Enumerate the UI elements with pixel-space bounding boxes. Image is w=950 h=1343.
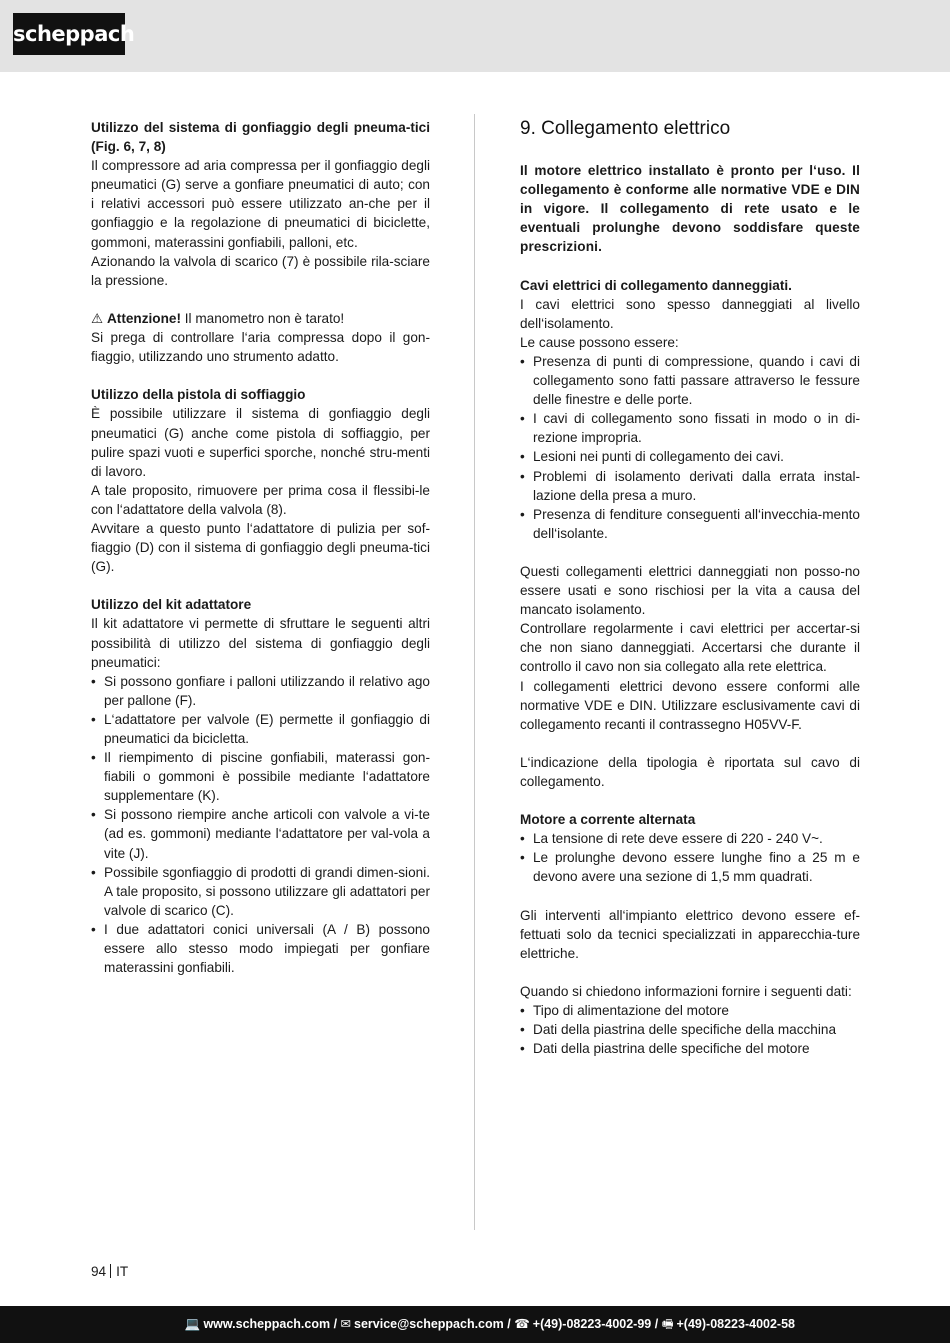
phone-number: +(49)-08223-4002-99 [532, 1317, 652, 1331]
phone-icon: ☎ [514, 1317, 530, 1331]
list-item: • Il riempimento di piscine gonfiabili, materassi gon-fiabili o gommoni è possibile mediante l‘adattatore supplementare (K). [91, 748, 430, 805]
brand-logo: scheppach [13, 13, 125, 55]
list-item: • Dati della piastrina delle specifiche del motore [520, 1039, 860, 1058]
paragraph: I cavi elettrici sono spesso danneggiati al livello dell‘isolamento. [520, 296, 860, 331]
column-divider [474, 114, 475, 1230]
fax-number: +(49)-08223-4002-58 [676, 1317, 795, 1331]
ac-motor-list [520, 829, 860, 886]
paragraph: I collegamenti elettrici devono essere conformi alle normative VDE e DIN. Utilizzare esclusivamente cavi di collegamento recanti il contrassegno H05VV-F. [520, 678, 860, 732]
list-item: • Possibile sgonfiaggio di prodotti di grandi dimen-sioni. A tale proposito, si possono utilizzare gli adattatori per valvole di scarico (C). [91, 863, 430, 920]
list-item: • Si possono gonfiare i palloni utilizzando il relativo ago per pallone (F). [91, 672, 430, 710]
language-code: IT [116, 1264, 129, 1279]
list-item: • Dati della piastrina delle specifiche della macchina [520, 1020, 860, 1039]
list-item: • Presenza di punti di compressione, quando i cavi di collegamento sono fatti passare attraverso le fessure delle finestre e delle porte. [520, 352, 860, 409]
list-item: • Presenza di fenditure conseguenti all‘invecchia-mento dell‘isolante. [520, 505, 860, 543]
paragraph: È possibile utilizzare il sistema di gonfiaggio degli pneumatici (G) anche come pistola di soffiaggio, per pulire spazi vuoti e superfici sporche, nonché stru-menti di lavoro. [91, 406, 430, 479]
list-item: • Lesioni nei punti di collegamento dei cavi. [520, 447, 860, 466]
contact-bar [0, 1306, 950, 1343]
page-number: 94 [91, 1264, 107, 1279]
fax-icon: 🖷 [661, 1317, 674, 1331]
paragraph: Quando si chiedono informazioni fornire i seguenti dati: [520, 984, 852, 1000]
list-item: • I due adattatori conici universali (A / B) possono essere allo stesso modo impiegati per gonfiare materassini gonfiabili. [91, 920, 430, 977]
paragraph: Azionando la valvola di scarico (7) è possibile rila-sciare la pressione. [91, 253, 430, 288]
list-item: • L‘adattatore per valvole (E) permette il gonfiaggio di pneumatici da bicicletta. [91, 710, 430, 748]
left-column [91, 118, 430, 977]
paragraph: Il kit adattatore vi permette di sfruttare le seguenti altri possibilità di utilizzo del sistema di gonfiaggio degli pneumatici: [91, 616, 430, 670]
causes-list [520, 352, 860, 543]
adapter-list [91, 672, 430, 978]
section-heading-damaged-cables: Cavi elettrici di collegamento danneggiati. [520, 277, 792, 293]
list-item: • Si possono riempire anche articoli con valvole a vi-te (ad es. gommoni) mediante l‘adattatore per val-vola a vite (J). [91, 805, 430, 862]
section-heading-adapter-kit: Utilizzo del kit adattatore [91, 597, 252, 613]
website-link[interactable]: www.scheppach.com [203, 1317, 331, 1331]
paragraph: Avvitare a questo punto l‘adattatore di pulizia per sof-fiaggio (D) con il sistema di gonfiaggio degli pneuma-tici (G). [91, 520, 430, 575]
mail-icon: ✉ [340, 1317, 351, 1331]
list-item: • Problemi di isolamento derivati dalla errata instal-lazione della presa a muro. [520, 467, 860, 505]
warning-label: Attenzione! [106, 310, 181, 326]
paragraph: Si prega di controllare l‘aria compressa dopo il gon-fiaggio, utilizzando uno strumento adatto. [91, 330, 430, 365]
list-item: • La tensione di rete deve essere di 220 - 240 V~. [520, 829, 860, 848]
paragraph: Le cause possono essere: [520, 334, 679, 350]
contact-line: 💻 www.scheppach.com / ✉ service@scheppach.com / ☎ +(49)-08223-4002-99 / 🖷 +(49)-08223-4002-58 [184, 1317, 795, 1331]
intro-paragraph: Il motore elettrico installato è pronto per l‘uso. Il collegamento è conforme alle normative VDE e DIN in vigore. Il collegamento di rete usato e le eventuali prolunghe devono soddisfare queste prescrizioni. [520, 163, 860, 255]
computer-icon: 💻 [184, 1317, 201, 1331]
section-heading-inflation: Utilizzo del sistema di gonfiaggio degli pneuma-tici (Fig. 6, 7, 8) [91, 120, 430, 155]
email-link[interactable]: service@scheppach.com [354, 1317, 504, 1331]
section-heading-ac-motor: Motore a corrente alternata [520, 812, 696, 828]
list-item: • Le prolunghe devono essere lunghe fino a 25 m e devono avere una sezione di 1,5 mm quadrati. [520, 848, 860, 886]
section-title-electrical: 9. Collegamento elettrico [520, 118, 731, 139]
footer-separator [110, 1264, 111, 1278]
warning-icon: ⚠ [91, 310, 104, 326]
header-bar [0, 0, 950, 72]
paragraph: Il compressore ad aria compressa per il gonfiaggio degli pneumatici (G) serve a gonfiare pneumatici di auto; con i relativi accessori può essere utilizzato an-che per il gonfiaggio e la regolazione di pneumatici di biciclette, gommoni, materassini gonfiabili, palloni, etc. [91, 158, 430, 250]
info-list [520, 1001, 860, 1058]
paragraph: L‘indicazione della tipologia è riportata sul cavo di collegamento. [520, 754, 860, 789]
paragraph: A tale proposito, rimuovere per prima cosa il flessibi-le con l‘adattatore della valvola (8). [91, 482, 430, 517]
paragraph: Gli interventi all‘impianto elettrico devono essere ef-fettuati solo da tecnici specializzati in apparecchia-ture elettriche. [520, 907, 860, 961]
list-item: • Tipo di alimentazione del motore [520, 1001, 860, 1020]
paragraph: Controllare regolarmente i cavi elettrici per accertar-si che non siano danneggiati. Accertarsi che durante il controllo il cavo non sia collegato alla rete elettrica. [520, 621, 860, 675]
list-item: • I cavi di collegamento sono fissati in modo o in di-rezione impropria. [520, 409, 860, 447]
warning-line [91, 309, 430, 328]
page-footer [91, 1264, 128, 1279]
section-heading-blow-gun: Utilizzo della pistola di soffiaggio [91, 387, 306, 403]
right-column [520, 118, 860, 1058]
paragraph: Questi collegamenti elettrici danneggiati non posso-no essere usati e sono rischiosi per la vita a causa del mancato isolamento. [520, 563, 860, 618]
warning-text: Il manometro non è tarato! [180, 310, 345, 326]
